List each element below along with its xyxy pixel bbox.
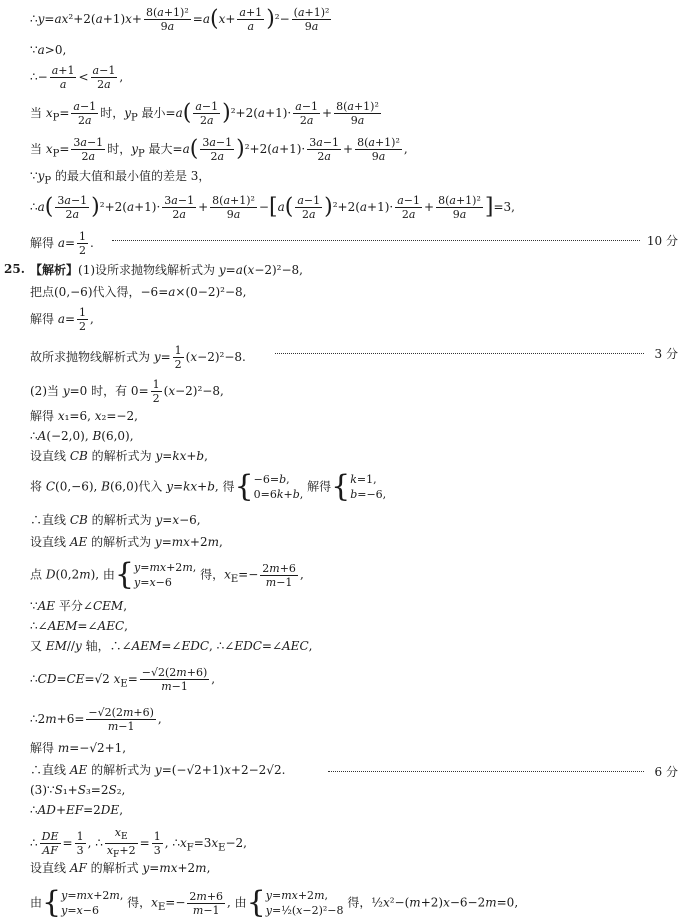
equation-line: ∵AE 平分∠CEM, [30, 599, 128, 613]
equation-line: ∴ $\frac{DE}{AF}$ = $\frac{1}{3}$ , ∴ $\frac{x_E}{x_F+2}$ = $\frac{1}{3}$ , $\therefore x_F=3x_E-2$, [30, 826, 247, 861]
equation-line: ∵a>0, [30, 43, 67, 57]
dotted-leader [112, 240, 640, 241]
equation-line: 把点(0,−6)代入得，−6=a×(0−2)²−8, [30, 285, 247, 299]
equation-line: 由{y=mx+2m, y=x−6 得，$x_E=-$ $\frac{2m+6}{m-1}$ , 由{y=mx+2m, y=½(x−2)²−8 得，½x²−(m+2)x−6−2m=0, [30, 885, 519, 920]
equation-line: (2)当 y=0 时，有 0= $\frac{1}{2}$ (x−2)²−8, [30, 378, 224, 405]
equation-line: 解得 a= $\frac{1}{2}$ , [30, 306, 94, 333]
equation-line: 解得 x₁=6, x₂=−2, [30, 409, 138, 423]
equation-line: 当 $x_P=$ $\frac{a-1}{2a}$ 时，$y_P$ 最小=a( $\frac{a-1}{2a}$ )²+2(a+1)· $\frac{a-1}{2a}$ + $\frac{\text{8(a+1)²}}{9a}$ [30, 100, 379, 127]
score-label: 6 分 [654, 765, 678, 779]
equation-line: ∴CD=CE=√2 $x_E=$ $\frac{-√2(2m+6)}{m-1}$ , [30, 666, 216, 693]
equation-line: 又 EM//y 轴，∴∠AEM=∠EDC, ∴∠EDC=∠AEC, [30, 639, 313, 653]
question-number: 25. [4, 262, 25, 276]
dotted-leader [275, 353, 644, 354]
dotted-leader [328, 771, 644, 772]
equation-line: 设直线 CB 的解析式为 y=kx+b, [30, 449, 208, 463]
score-label: 10 分 [646, 234, 678, 248]
equation-line: 设直线 AE 的解析式为 y=mx+2m, [30, 535, 223, 549]
equation-line: 将 C(0,−6), B(6,0)代入 y=kx+b, 得{−6=b, 0=6k+b, 解得{k=1, b=−6, [30, 469, 387, 504]
equation-line: ∴AD+EF=2DE, [30, 803, 124, 817]
equation-line: ∴− $\frac{a+1}{a}$ < $\frac{a-1}{2a}$ , [30, 64, 124, 91]
equation-line: ∴A(−2,0), B(6,0), [30, 429, 134, 443]
equation-line: 故所求抛物线解析式为 y= $\frac{1}{2}$ (x−2)²−8. [30, 344, 246, 371]
equation-line: 解得 m=−√2+1, [30, 741, 127, 755]
equation-line: ∴2m+6= $\frac{-√2(2m+6)}{m-1}$ , [30, 706, 162, 733]
equation-line: ∴y=ax²+2(a+1)x+ $\frac{\text{8(a+1)²}}{9a}$ =a(x+ $\frac{a+1}{a}$ )²− $\frac{\text{(a+1)²}}{9a}$ [30, 6, 330, 33]
score-label: 3 分 [654, 347, 678, 361]
equation-line: (3)∵S₁+S₃=2S₂, [30, 783, 126, 797]
equation-line: 【解析】(1)设所求抛物线解析式为 y=a(x−2)²−8, [30, 263, 303, 277]
equation-line: 点 D(0,2m), 由{y=mx+2m, y=x−6 得，$x_E=-$ $\frac{2m+6}{m-1}$ , [30, 557, 304, 592]
equation-line: 设直线 AF 的解析式 y=mx+2m, [30, 861, 211, 875]
equation-line: 解得 a= $\frac{1}{2}$ . [30, 230, 94, 257]
equation-line: ∴∠AEM=∠AEC, [30, 619, 128, 633]
equation-line: ∴a( $\frac{3a-1}{2a}$ )²+2(a+1)· $\frac{3a-1}{2a}$ + $\frac{\text{8(a+1)²}}{9a}$ −[a( $\frac{a-1}{2a}$ )²+2(a+1)· $\frac{a-1}{2a}$ + $\frac{\text{8(a+1)²}}{9a}$ ]=3, [30, 194, 515, 221]
equation-line: ∴直线 CB 的解析式为 y=x−6, [30, 513, 201, 527]
equation-line: $\because y_P$ 的最大值和最小值的差是 3， [30, 169, 211, 187]
equation-line: ∴直线 AE 的解析式为 y=(−√2+1)x+2−2√2. [30, 763, 286, 777]
equation-line: 当 $x_P=$ $\frac{3a-1}{2a}$ 时，$y_P$ 最大=a( $\frac{3a-1}{2a}$ )²+2(a+1)· $\frac{3a-1}{2a}$ + $\frac{\text{8(a+1)²}}{9a}$ , [30, 136, 408, 163]
